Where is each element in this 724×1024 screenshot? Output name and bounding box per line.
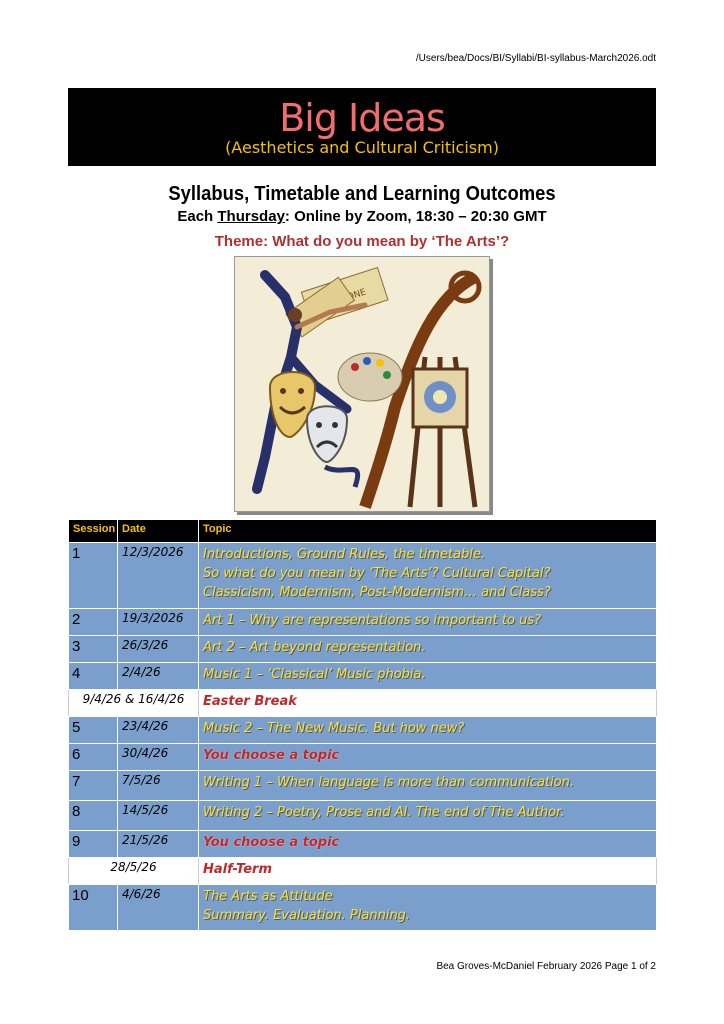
session-date: 30/4/26 <box>118 744 199 771</box>
session-topic <box>199 663 657 690</box>
session-topic <box>199 543 657 609</box>
session-number: 6 <box>69 744 118 771</box>
session-date: 7/5/26 <box>118 771 199 801</box>
session-date: 23/4/26 <box>118 717 199 744</box>
break-label: Half-Term <box>199 858 657 885</box>
session-number: 3 <box>69 636 118 663</box>
topic-line: Classicism, Modernism, Post-Modernism… and Class? <box>203 585 551 600</box>
session-topic <box>199 801 657 831</box>
session-number: 5 <box>69 717 118 744</box>
topic-line: Writing 2 – Poetry, Prose and AI. The end of The Author. <box>203 805 565 820</box>
session-topic <box>199 831 657 858</box>
topic-line: So what do you mean by ‘The Arts’? Cultural Capital? <box>203 566 551 581</box>
schedule-day: Thursday <box>217 208 285 225</box>
theme-line: Theme: What do you mean by ‘The Arts’? <box>214 233 510 250</box>
session-date: 14/5/26 <box>118 801 199 831</box>
table-row <box>69 744 657 771</box>
table-row <box>69 609 657 636</box>
topic-line: Music 2 – The New Music. But how new? <box>203 721 465 736</box>
table-header-row <box>69 520 657 543</box>
session-topic <box>199 717 657 744</box>
session-number: 2 <box>69 609 118 636</box>
break-date: 9/4/26 & 16/4/26 <box>69 690 199 717</box>
title-banner <box>68 88 656 166</box>
session-number: 7 <box>69 771 118 801</box>
break-label: Easter Break <box>199 690 657 717</box>
syllabus-heading: Syllabus, Timetable and Learning Outcomes <box>168 183 556 205</box>
session-number: 10 <box>69 885 118 931</box>
topic-line: You choose a topic <box>203 748 340 763</box>
file-path: /Users/bea/Docs/BI/Syllabi/BI-syllabus-March2026.odt <box>415 53 656 64</box>
table-row <box>69 543 657 609</box>
schedule-prefix: Each <box>177 208 218 225</box>
table-row <box>69 885 657 931</box>
table-row-break <box>69 858 657 885</box>
session-number: 9 <box>69 831 118 858</box>
header-session: Session <box>69 520 118 543</box>
session-date: 12/3/2026 <box>118 543 199 609</box>
session-number: 8 <box>69 801 118 831</box>
session-number: 4 <box>69 663 118 690</box>
table-row-break <box>69 690 657 717</box>
session-topic <box>199 636 657 663</box>
performing-arts-illustration <box>234 256 490 512</box>
session-topic <box>199 609 657 636</box>
table-row <box>69 717 657 744</box>
topic-line: Music 1 – ‘Classical’ Music phobia. <box>203 667 426 682</box>
schedule-suffix: : Online by Zoom, 18:30 – 20:30 GMT <box>284 208 547 225</box>
topic-line: Writing 1 – When language is more than communication. <box>203 775 575 790</box>
table-row <box>69 831 657 858</box>
document-title: Big Ideas <box>279 96 445 140</box>
session-date: 4/6/26 <box>118 885 199 931</box>
document-subtitle: (Aesthetics and Cultural Criticism) <box>225 138 499 157</box>
page-footer: Bea Groves-McDaniel February 2026 Page 1 of 2 <box>436 961 656 972</box>
session-date: 21/5/26 <box>118 831 199 858</box>
topic-line: Introductions, Ground Rules, the timetable. <box>203 547 486 562</box>
table-row <box>69 636 657 663</box>
topic-line: Summary. Evaluation. Planning. <box>203 908 411 923</box>
header-date: Date <box>118 520 199 543</box>
schedule-table <box>68 519 657 931</box>
ticket-text: ONE <box>345 287 368 304</box>
schedule-line <box>0 208 724 225</box>
session-date: 19/3/2026 <box>118 609 199 636</box>
topic-line: Art 1 – Why are representations so important to us? <box>203 613 541 628</box>
table-row <box>69 801 657 831</box>
session-topic <box>199 885 657 931</box>
topic-line: Art 2 – Art beyond representation. <box>203 640 426 655</box>
session-date: 2/4/26 <box>118 663 199 690</box>
session-topic <box>199 744 657 771</box>
topic-line: The Arts as Attitude <box>203 889 333 904</box>
session-date: 26/3/26 <box>118 636 199 663</box>
topic-line: You choose a topic <box>203 835 340 850</box>
schedule-body <box>69 543 657 931</box>
session-topic <box>199 771 657 801</box>
header-topic: Topic <box>199 520 657 543</box>
session-number: 1 <box>69 543 118 609</box>
table-row <box>69 771 657 801</box>
performing-arts-collage-icon <box>235 257 489 511</box>
break-date: 28/5/26 <box>69 858 199 885</box>
table-row <box>69 663 657 690</box>
